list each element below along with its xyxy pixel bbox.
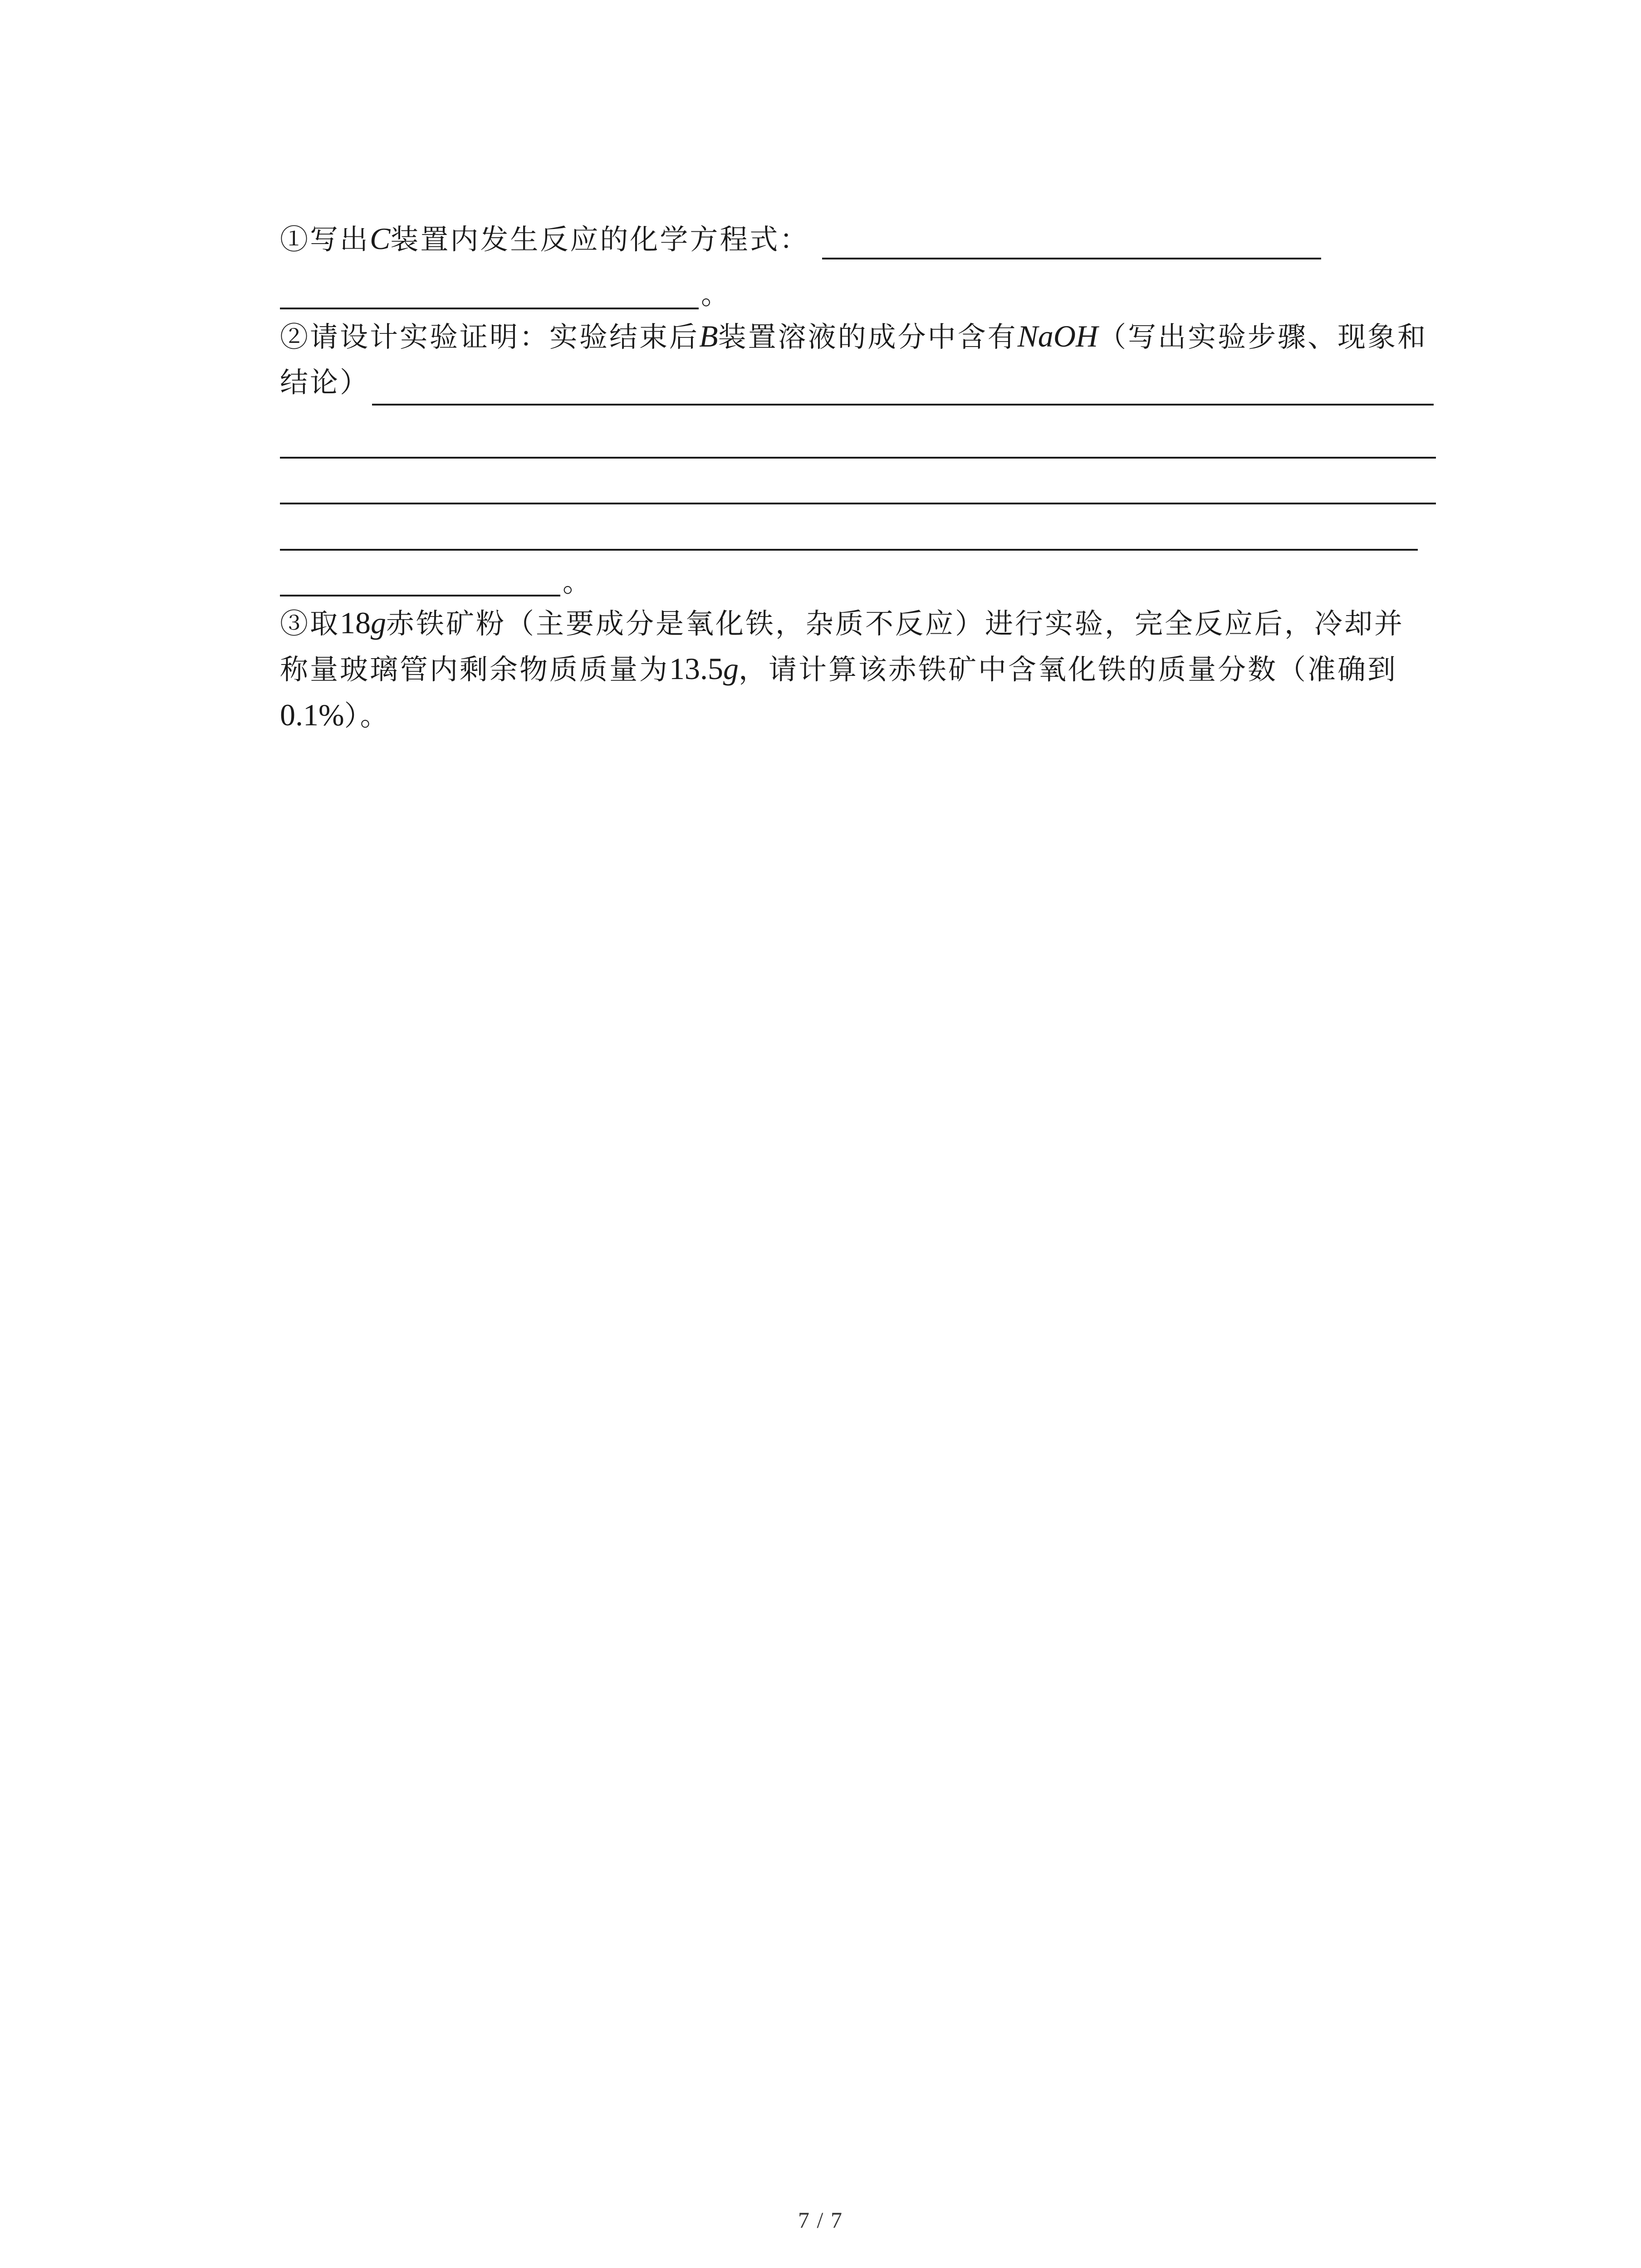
question-2-line-1 — [280, 319, 1428, 353]
question-3-line-1-rest: 赤铁矿粉（主要成分是氧化铁，杂质不反应）进行实验，完全反应后，冷却并 — [386, 607, 1405, 640]
question-3-line-1 — [280, 606, 1405, 640]
question-2-suffix: （写出实验步骤、现象和 — [1098, 320, 1428, 353]
question-1-suffix: 装置内发生反应的化学方程式： — [390, 223, 810, 256]
question-2-line-2-text: 结论） — [280, 366, 370, 399]
question-2-device-label: B — [699, 319, 718, 353]
question-2-prefix: ②请设计实验证明：实验结束后 — [280, 320, 700, 353]
question-3-line-2-prefix: 称量玻璃管内剩余物质质量为 — [280, 653, 670, 686]
answer-blank-q2-d[interactable] — [280, 549, 1418, 551]
answer-blank-q2-b[interactable] — [280, 457, 1436, 459]
question-3-line-3-rest: ）。 — [344, 699, 390, 732]
question-3-residual-unit: g — [723, 651, 739, 686]
question-3-prefix: ③取 — [280, 607, 340, 640]
question-2-compound: NaOH — [1017, 319, 1098, 353]
question-3-precision: 0.1% — [280, 698, 344, 732]
question-2-middle: 装置溶液的成分中含有 — [718, 320, 1018, 353]
question-2-end-mark: 。 — [563, 565, 593, 598]
answer-blank-q2-e[interactable] — [280, 595, 560, 596]
page-number: 7 / 7 — [798, 2207, 843, 2233]
question-3-mass-unit: g — [371, 606, 387, 640]
question-3-line-2-rest: ，请计算该赤铁矿中含氧化铁的质量分数（准确到 — [739, 653, 1398, 686]
answer-blank-q2-c[interactable] — [280, 503, 1436, 504]
question-1-device-label: C — [370, 221, 391, 256]
question-3-mass: 18 — [340, 606, 371, 640]
question-1-line-1 — [280, 221, 810, 256]
question-1-end — [701, 278, 731, 311]
question-1-end-mark: 。 — [701, 278, 731, 311]
question-3-line-2 — [280, 651, 1398, 686]
answer-blank-q1-b[interactable] — [280, 308, 699, 309]
question-3-residual-mass: 13.5 — [669, 651, 724, 686]
question-3-line-3 — [280, 698, 390, 732]
question-1-prefix: ①写出 — [280, 223, 370, 256]
answer-blank-q1-a[interactable] — [822, 258, 1321, 259]
answer-blank-q2-a[interactable] — [372, 404, 1434, 406]
question-2-line-2 — [280, 366, 370, 399]
question-2-end — [563, 565, 593, 598]
